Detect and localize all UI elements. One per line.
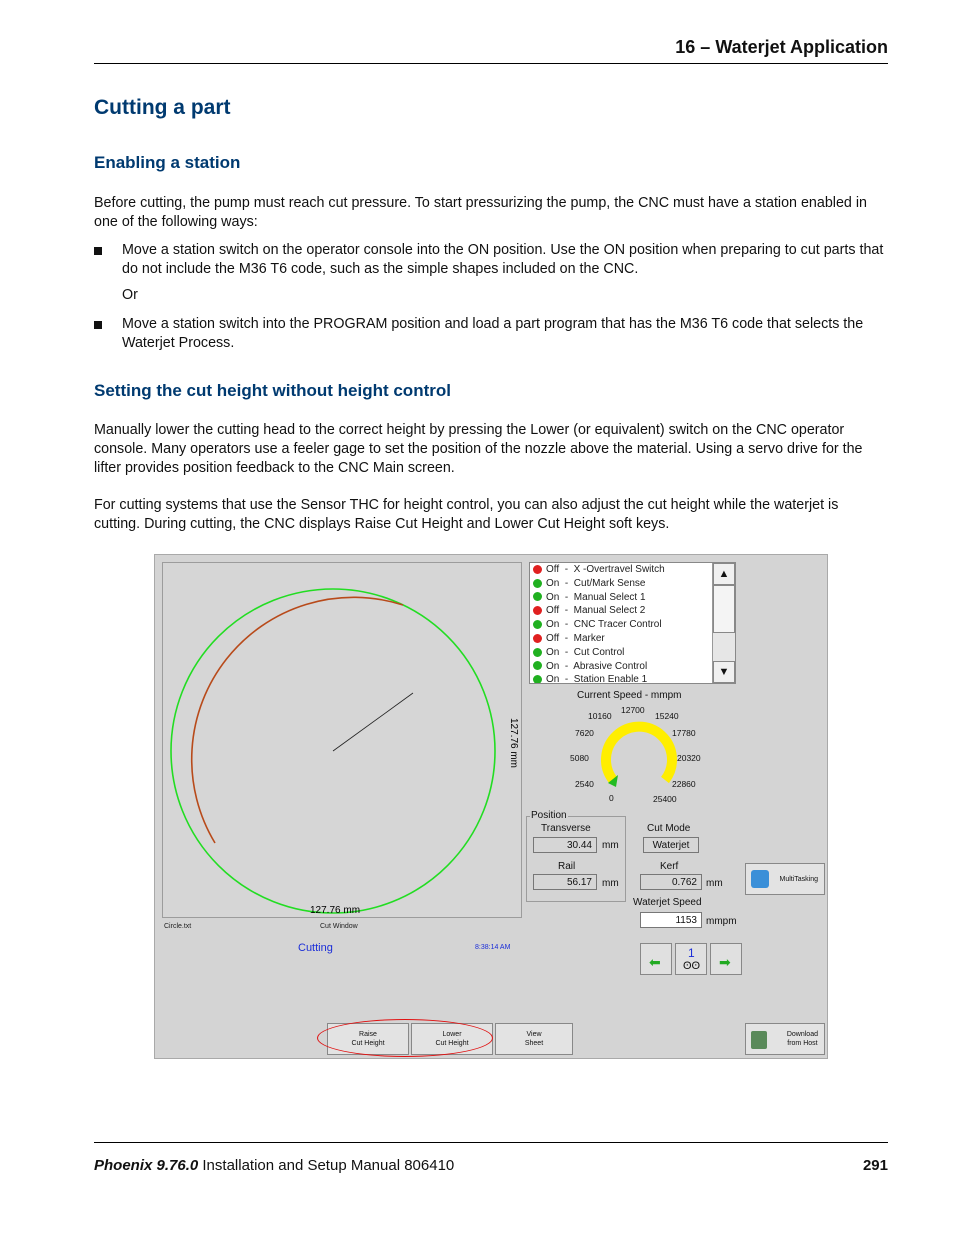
- waterjet-speed-field[interactable]: 1153: [640, 912, 702, 928]
- io-scrollbar[interactable]: [712, 563, 735, 683]
- view-label-1: View: [526, 1031, 542, 1038]
- kerf-label: Kerf: [660, 861, 679, 872]
- gauge-arc: [606, 727, 672, 780]
- io-row: [530, 660, 735, 674]
- bicycle-icon: ʘʘ: [683, 960, 701, 972]
- status-led-icon: [533, 606, 542, 615]
- gauge-tick-label: 20320: [677, 753, 701, 763]
- station-prev-button[interactable]: [640, 943, 672, 975]
- io-separator: -: [559, 674, 574, 684]
- io-row: [530, 673, 735, 684]
- gauge-title: Current Speed - mmpm: [577, 690, 682, 701]
- scroll-up-icon[interactable]: ▲: [713, 563, 735, 585]
- page-number: 291: [862, 1157, 888, 1174]
- gauge-tick-label: 2540: [575, 779, 594, 789]
- header-rule: [94, 63, 888, 64]
- cut-mode-value: Waterjet: [643, 837, 699, 853]
- waterjet-speed-unit: mmpm: [706, 916, 737, 927]
- cut-window: [162, 562, 522, 918]
- io-separator: -: [559, 632, 574, 644]
- io-row: [530, 632, 735, 646]
- arrow-left-icon: ⬅: [649, 954, 661, 970]
- io-name: CNC Tracer Control: [573, 619, 662, 631]
- arrow-right-icon: ➡: [719, 954, 731, 970]
- intro-paragraph: Before cutting, the pump must reach cut pressure. To start pressurizing the pump, the CNC must have a station enabled in one of the following ways:: [94, 195, 867, 230]
- footer-text: [94, 1157, 454, 1174]
- io-name: X -Overtravel Switch: [573, 564, 665, 575]
- gauge-tick-label: 22860: [672, 779, 696, 789]
- bullet-square-icon: [94, 247, 102, 255]
- io-row: [530, 646, 735, 660]
- status-led-icon: [533, 675, 542, 684]
- status-led-icon: [533, 620, 542, 629]
- io-state: Off: [546, 564, 560, 575]
- io-status-list[interactable]: [529, 562, 736, 684]
- download-from-host-button[interactable]: [745, 1023, 825, 1055]
- io-separator: -: [559, 619, 574, 631]
- io-name: Manual Select 1: [573, 591, 646, 603]
- radius-line: [333, 693, 413, 751]
- part-preview: [163, 563, 521, 917]
- io-separator: -: [559, 646, 574, 658]
- rail-label: Rail: [558, 861, 576, 872]
- status-led-icon: [533, 592, 542, 601]
- io-separator: -: [559, 605, 574, 617]
- paragraph-thc: For cutting systems that use the Sensor THC for height control, you can also adjust the cut height while the waterjet is cutting. During cutting, the CNC displays Raise Cut Height and Lower Cut Height soft keys.: [94, 497, 839, 532]
- gauge-tick-label: 17780: [672, 728, 696, 738]
- status-led-icon: [533, 648, 542, 657]
- io-name: Marker: [573, 632, 605, 644]
- multitasking-button[interactable]: [745, 863, 825, 895]
- io-row: [530, 604, 735, 618]
- io-separator: -: [559, 577, 574, 589]
- clock-text: 8:38:14 AM: [475, 944, 511, 951]
- status-text: Cutting: [298, 942, 333, 954]
- product-name: Phoenix 9.76.0: [94, 1157, 199, 1174]
- station-next-button[interactable]: [710, 943, 742, 975]
- gauge-tick-label: 10160: [588, 711, 612, 721]
- io-state: Off: [546, 605, 560, 617]
- rail-value: 56.17: [533, 874, 597, 890]
- lower-label-2: Cut Height: [435, 1040, 469, 1047]
- gauge-tick-label: 5080: [570, 753, 589, 763]
- multitasking-icon: [751, 870, 769, 888]
- highlight-oval: [317, 1019, 493, 1057]
- footer-rule: [94, 1142, 888, 1143]
- status-led-icon: [533, 661, 542, 670]
- scroll-down-icon[interactable]: ▼: [713, 661, 735, 683]
- bullet-square-icon: [94, 321, 102, 329]
- download-icon: [751, 1031, 767, 1049]
- dim-vertical: 127.76 mm: [508, 717, 519, 769]
- file-name: Circle.txt: [164, 923, 192, 930]
- or-text: Or: [122, 287, 138, 303]
- paragraph-lower: Manually lower the cutting head to the correct height by pressing the Lower (or equivalent) switch on the CNC operator console. Many operators use a feeler gage to set the position of the nozzle above the material. Using a servo drive for the lifter provides position feedback to the CNC Main screen.: [94, 422, 863, 476]
- view-label-2: Sheet: [524, 1040, 544, 1047]
- io-state: On: [546, 577, 560, 589]
- bullet-text: Move a station switch into the PROGRAM position and load a part program that has the M36 T6 code that selects the Waterjet Process.: [122, 316, 864, 351]
- gauge-tick-label: 15240: [655, 711, 679, 721]
- io-row: [530, 591, 735, 605]
- page-title: Cutting a part: [94, 96, 231, 119]
- io-row: [530, 618, 735, 632]
- kerf-value: 0.762: [640, 874, 702, 890]
- cut-mode-label: Cut Mode: [647, 823, 691, 834]
- rail-unit: mm: [602, 878, 619, 889]
- raise-label-2: Cut Height: [351, 1040, 385, 1047]
- lower-label-1: Lower: [442, 1031, 462, 1038]
- io-state: On: [546, 674, 560, 684]
- gauge-tick-label: 7620: [575, 728, 594, 738]
- download-label-1: Download: [786, 1031, 818, 1038]
- io-state: On: [546, 619, 560, 631]
- io-row: [530, 563, 735, 577]
- io-name: Abrasive Control: [573, 660, 648, 672]
- io-state: On: [546, 660, 560, 672]
- position-label: Position: [531, 810, 567, 821]
- bullet-text: Move a station switch on the operator console into the ON position. Use the ON position when preparing to cut parts that do not include the M36 T6 code, such as the simple shapes included on the CNC.: [122, 242, 884, 277]
- cut-path: [192, 597, 403, 843]
- dim-horizontal: 127.76 mm: [310, 905, 361, 916]
- gauge-tick-label: 0: [609, 793, 614, 803]
- chapter-header: 16 – Waterjet Application: [675, 37, 888, 57]
- bullet-item-on: [94, 241, 888, 279]
- io-separator: -: [559, 591, 574, 603]
- status-led-icon: [533, 579, 542, 588]
- window-label: Cut Window: [320, 923, 358, 930]
- section-heading-enabling: Enabling a station: [94, 153, 241, 172]
- io-name: Cut/Mark Sense: [573, 577, 646, 589]
- manual-title: Installation and Setup Manual 806410: [202, 1157, 455, 1174]
- kerf-unit: mm: [706, 878, 723, 889]
- multitasking-label: MultiTasking: [779, 875, 818, 883]
- gauge-tick-label: 12700: [621, 705, 645, 715]
- transverse-unit: mm: [602, 840, 619, 851]
- io-name: Station Enable 1: [573, 674, 648, 684]
- download-label-2: from Host: [787, 1040, 818, 1047]
- io-state: On: [546, 591, 560, 603]
- io-state: On: [546, 646, 560, 658]
- cnc-screenshot: [154, 554, 828, 1059]
- io-name: Manual Select 2: [573, 605, 646, 617]
- view-sheet-button[interactable]: [495, 1023, 573, 1055]
- transverse-label: Transverse: [541, 823, 591, 834]
- transverse-value: 30.44: [533, 837, 597, 853]
- section-heading-cut-height: Setting the cut height without height control: [94, 381, 451, 400]
- bullet-item-program: [94, 315, 888, 353]
- io-state: Off: [546, 632, 560, 644]
- status-led-icon: [533, 634, 542, 643]
- status-led-icon: [533, 565, 542, 574]
- io-separator: -: [559, 660, 574, 672]
- gauge-tick-label: 25400: [653, 794, 677, 804]
- scroll-thumb[interactable]: [713, 585, 735, 633]
- io-separator: -: [559, 564, 574, 575]
- raise-label-1: Raise: [359, 1031, 377, 1038]
- io-row: [530, 577, 735, 591]
- station-number: 1: [688, 946, 695, 960]
- io-name: Cut Control: [573, 646, 625, 658]
- station-number-button[interactable]: [675, 943, 707, 975]
- waterjet-speed-label: Waterjet Speed: [633, 897, 702, 908]
